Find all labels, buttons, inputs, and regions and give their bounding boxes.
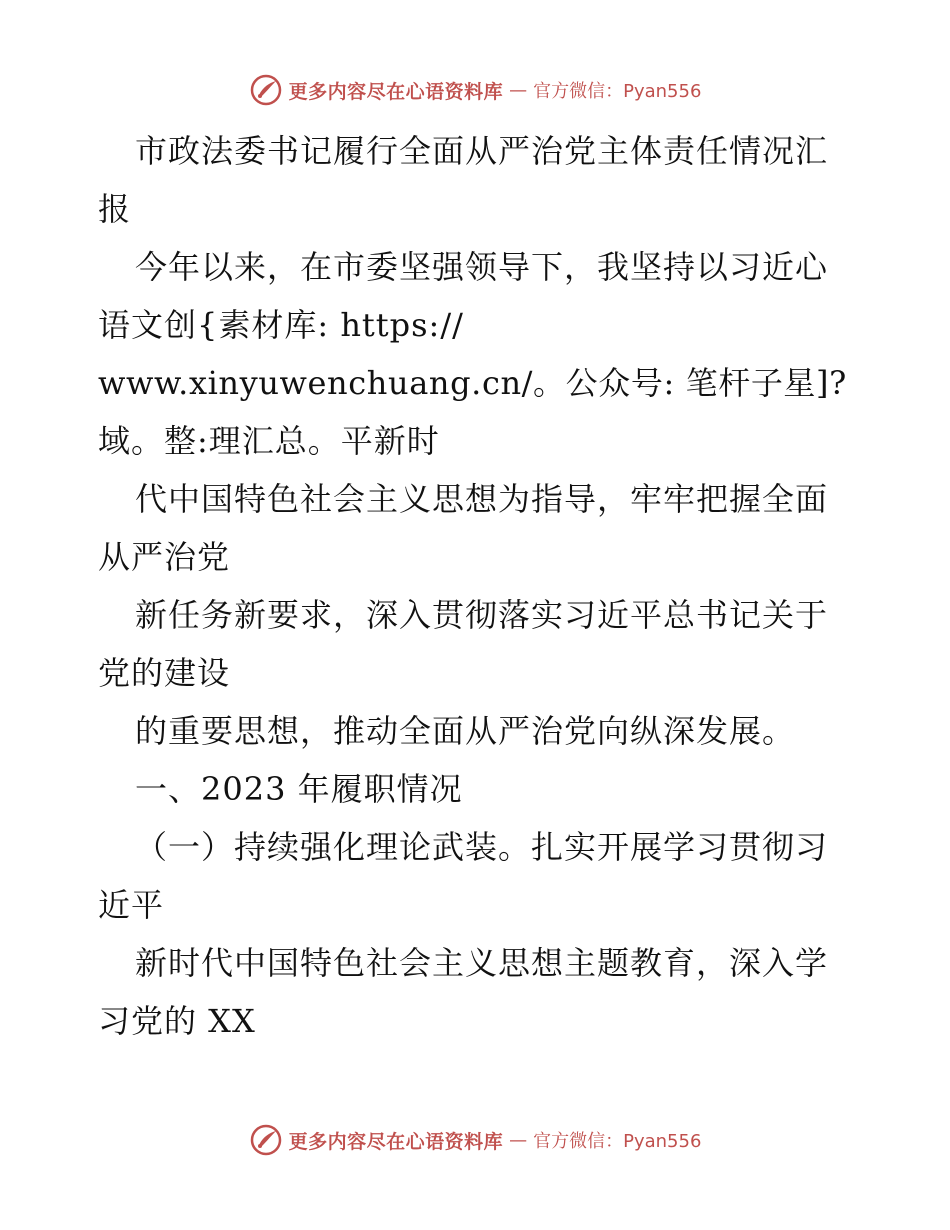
watermark-brand-text: 更多内容尽在心语资料库	[288, 80, 504, 103]
document-title-line-2: 报	[98, 190, 132, 228]
document-body	[98, 122, 858, 1050]
paragraph-line: www.xinyuwenchuang.cn/。公众号: 笔杆子星]?	[98, 364, 847, 402]
watermark-contact-text: 官方微信：Pyan556	[533, 81, 702, 102]
paragraph-line: 的重要思想，推动全面从严治党向纵深发展。	[135, 712, 796, 750]
watermark-separator: —	[509, 79, 528, 101]
section-heading: 一、2023 年履职情况	[135, 770, 463, 808]
paragraph-line: 从严治党	[98, 538, 231, 576]
paragraph-line: 语文创{素材库: https://	[98, 306, 464, 344]
watermark-separator: —	[509, 1129, 528, 1151]
paragraph-line: 今年以来，在市委坚强领导下，我坚持以习近心	[135, 248, 829, 286]
pen-logo-icon	[249, 73, 283, 107]
paragraph-line: 习党的 XX	[98, 1002, 256, 1040]
paragraph-line: 近平	[98, 886, 165, 924]
document-title-line-1: 市政法委书记履行全面从严治党主体责任情况汇	[135, 132, 829, 170]
subsection-heading: （一）持续强化理论武装。扎实开展学习贯彻习	[135, 828, 829, 866]
watermark-brand-text: 更多内容尽在心语资料库	[288, 1130, 504, 1153]
watermark-contact-text: 官方微信：Pyan556	[533, 1131, 702, 1152]
paragraph-line: 域。整:理汇总。平新时	[98, 422, 440, 460]
pen-logo-icon	[249, 1123, 283, 1157]
header-watermark	[0, 70, 950, 110]
paragraph-line: 新任务新要求，深入贯彻落实习近平总书记关于	[135, 596, 829, 634]
footer-watermark	[0, 1120, 950, 1160]
paragraph-line: 党的建设	[98, 654, 231, 692]
paragraph-line: 代中国特色社会主义思想为指导，牢牢把握全面	[135, 480, 829, 518]
paragraph-line: 新时代中国特色社会主义思想主题教育，深入学	[135, 944, 829, 982]
